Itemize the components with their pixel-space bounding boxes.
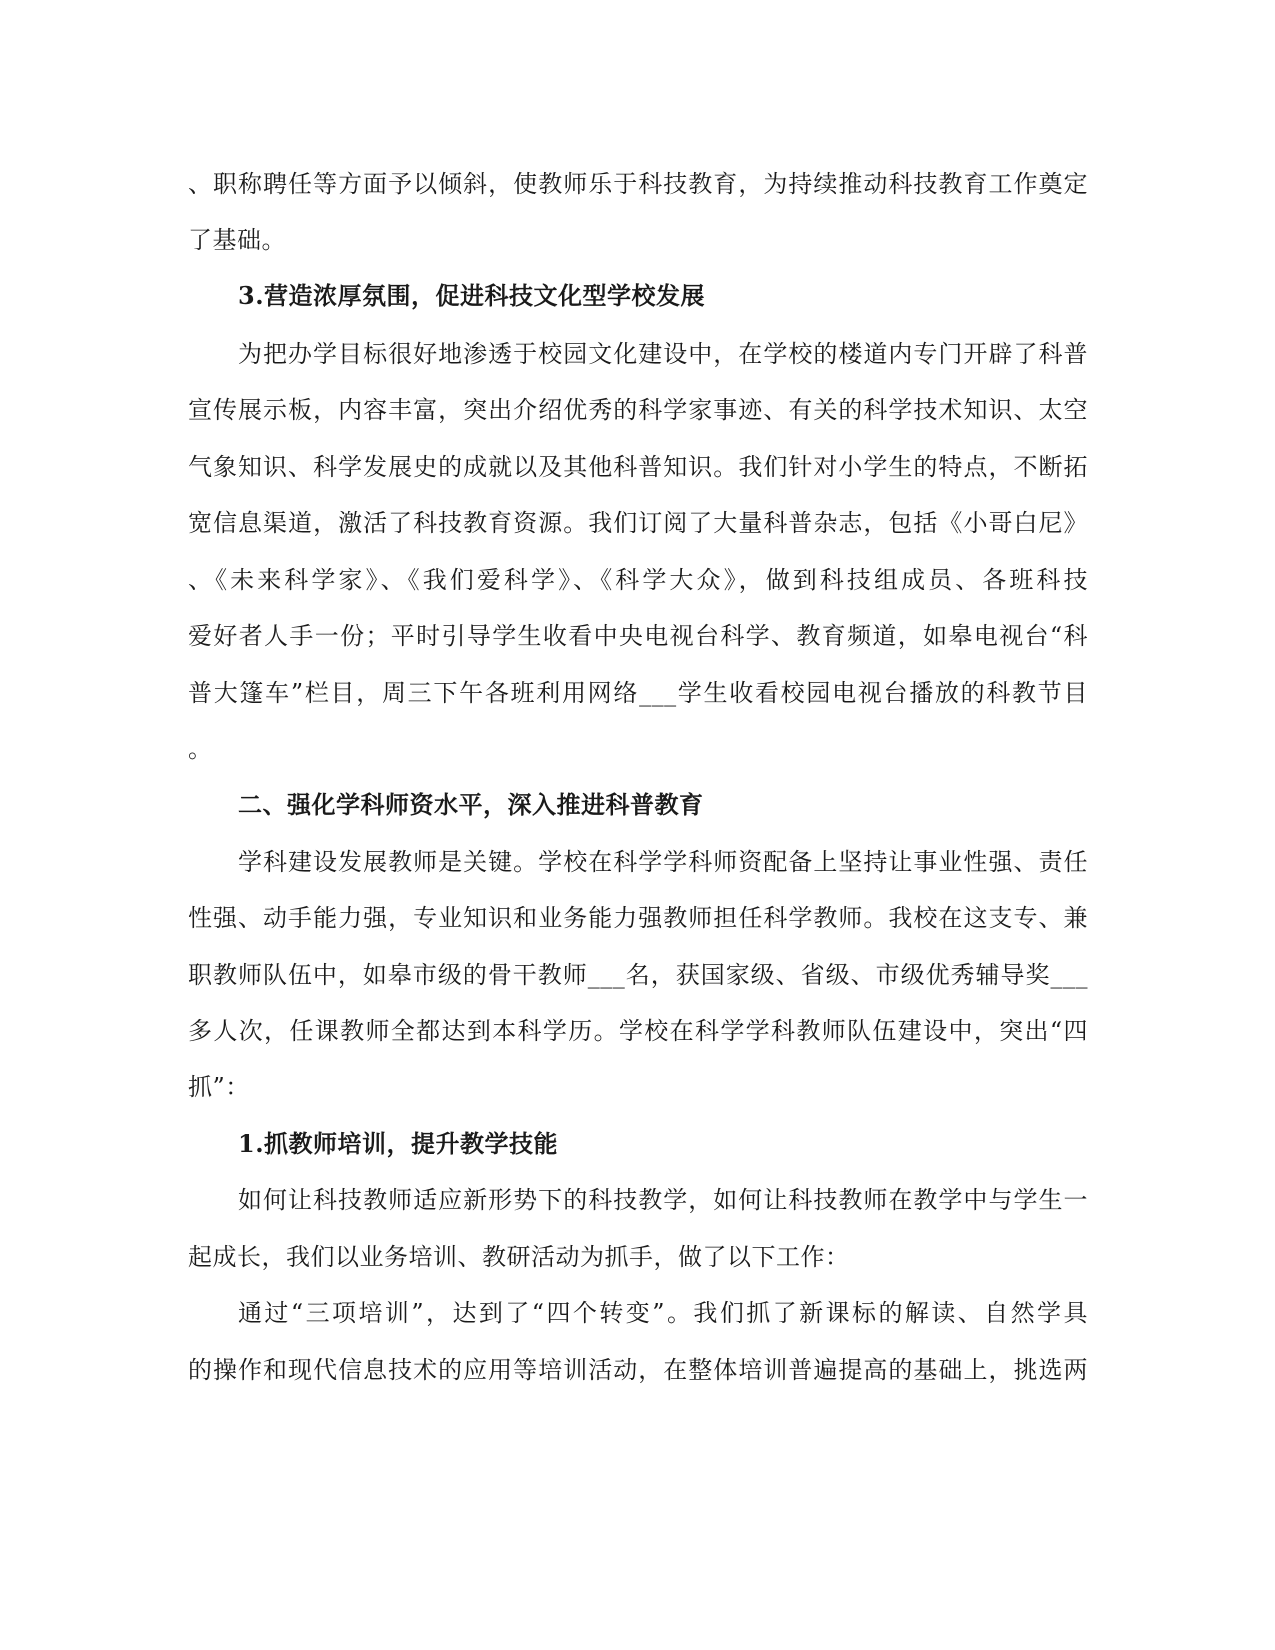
text-line: 普大篷车”栏目，周三下午各班利用网络___学生收看校园电视台播放的科教节目 [188,679,1088,707]
text-line: 职教师队伍中，如皋市级的骨干教师___名，获国家级、省级、市级优秀辅导奖___ [188,961,1088,989]
text-line: 、《未来科学家》、《我们爱科学》、《科学大众》，做到科技组成员、各班科技 [188,566,1088,594]
text-line: 宽信息渠道，激活了科技教育资源。我们订阅了大量科普杂志，包括《小哥白尼》 [188,509,1088,537]
text-line: 、职称聘任等方面予以倾斜，使教师乐于科技教育，为持续推动科技教育工作奠定 [188,170,1088,198]
section-heading: 3.营造浓厚氛围，促进科技文化型学校发展 [238,281,706,310]
text-line: 了基础。 [188,226,286,254]
text-line: 抓”： [188,1073,250,1101]
text-line: 的操作和现代信息技术的应用等培训活动，在整体培训普遍提高的基础上，挑选两 [188,1356,1088,1384]
section-heading: 1.抓教师培训，提升教学技能 [238,1129,559,1158]
text-line: 多人次，任课教师全都达到本科学历。学校在科学学科教师队伍建设中，突出“四 [188,1017,1088,1045]
text-line: 学科建设发展教师是关键。学校在科学学科师资配备上坚持让事业性强、责任 [238,848,1088,876]
text-line: 如何让科技教师适应新形势下的科技教学，如何让科技教师在教学中与学生一 [238,1186,1088,1214]
text-line: 性强、动手能力强，专业知识和业务能力强教师担任科学教师。我校在这支专、兼 [188,904,1088,932]
section-heading: 二、强化学科师资水平，深入推进科普教育 [238,790,704,819]
text-line: 宣传展示板，内容丰富，突出介绍优秀的科学家事迹、有关的科学技术知识、太空 [188,396,1088,424]
text-line: 爱好者人手一份；平时引导学生收看中央电视台科学、教育频道，如皋电视台“科 [188,622,1088,650]
text-line: 通过“三项培训”，达到了“四个转变”。我们抓了新课标的解读、自然学具 [238,1299,1088,1327]
text-line: 起成长，我们以业务培训、教研活动为抓手，做了以下工作： [188,1243,850,1271]
text-line: 。 [188,735,213,763]
text-line: 为把办学目标很好地渗透于校园文化建设中，在学校的楼道内专门开辟了科普 [238,340,1088,368]
text-line: 气象知识、科学发展史的成就以及其他科普知识。我们针对小学生的特点，不断拓 [188,453,1088,481]
